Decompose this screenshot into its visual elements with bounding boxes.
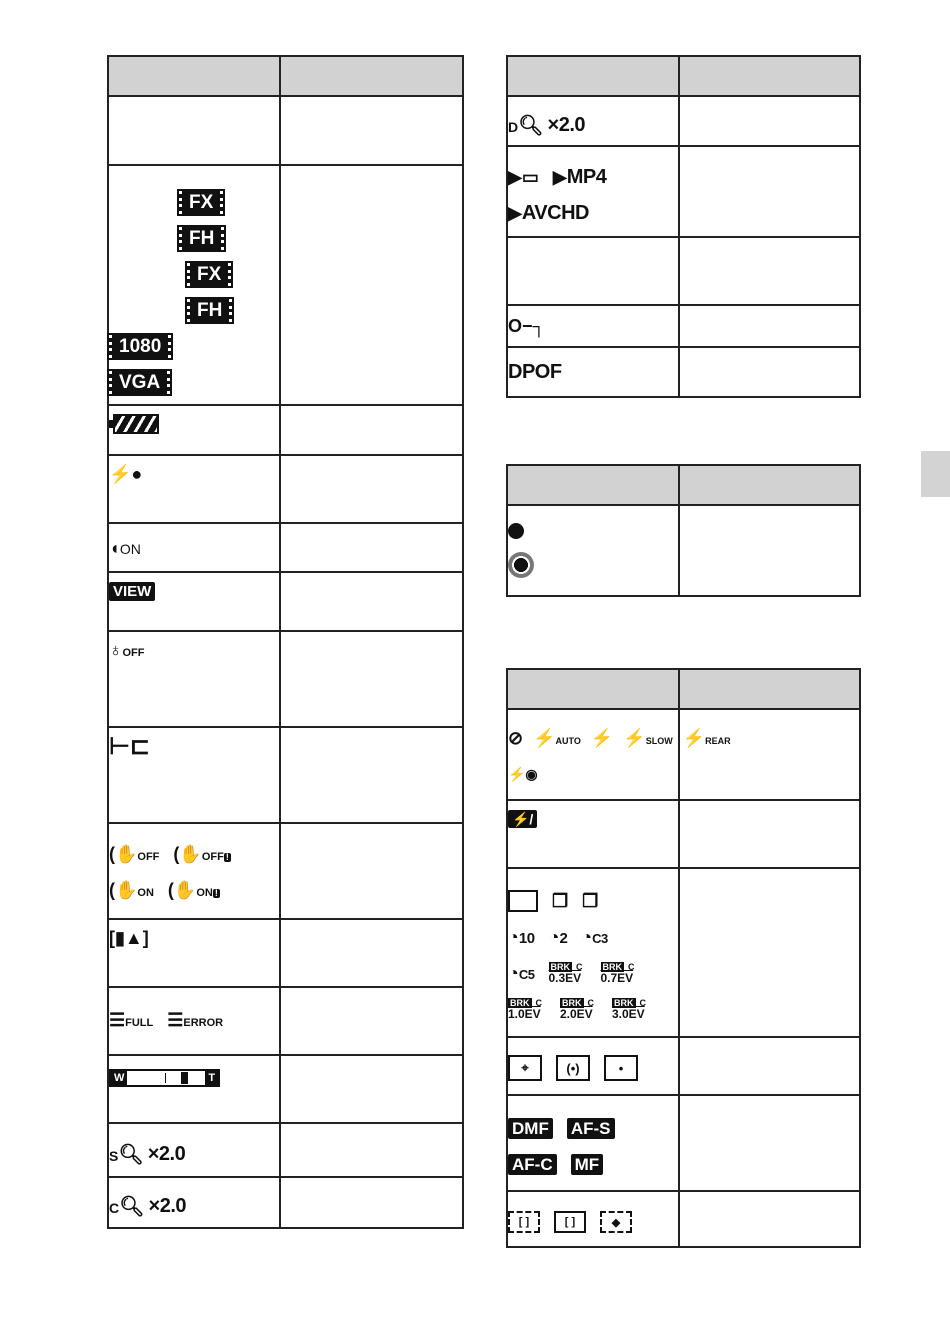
icon-cell <box>108 523 280 572</box>
description-cell <box>679 1191 860 1247</box>
description-cell <box>280 919 463 987</box>
icon-cell <box>108 405 280 455</box>
af-s-icon: AF-S <box>567 1118 615 1139</box>
description-cell <box>280 1177 463 1228</box>
overheat-warning-icon: [▮▲] <box>109 927 149 948</box>
single-shot-icon <box>508 890 538 912</box>
table-header-row <box>108 56 463 96</box>
bracket-3-0ev-icon: BRK C 3.0EV <box>612 997 646 1021</box>
icon-cell <box>507 237 679 305</box>
smart-zoom-icon: S🔍︎ <box>109 1143 144 1166</box>
table-row <box>507 237 860 305</box>
description-cell <box>280 823 463 919</box>
table-row <box>108 96 463 165</box>
icon-cell <box>507 1191 679 1247</box>
header-cell <box>507 56 679 96</box>
header-cell <box>280 56 463 96</box>
play-still-icon: ▶▭ <box>508 166 539 187</box>
spot-metering-icon: • <box>604 1055 638 1081</box>
description-cell <box>679 709 860 800</box>
table-row <box>108 727 463 823</box>
movie-1080-icon: 1080 <box>109 335 171 358</box>
movie-fh-icon: FH <box>187 299 232 322</box>
description-cell <box>679 800 860 868</box>
description-cell <box>280 631 463 727</box>
self-timer-c5-icon: ◔C5 <box>508 962 535 983</box>
table-row <box>507 1191 860 1247</box>
flash-slow-icon: ⚡SLOW <box>623 727 673 748</box>
table-row <box>108 455 463 523</box>
description-cell <box>280 405 463 455</box>
icon-cell <box>108 96 280 165</box>
description-cell <box>679 146 860 237</box>
description-cell <box>679 96 860 146</box>
table-row <box>507 347 860 397</box>
icon-cell <box>108 165 280 405</box>
description-cell <box>280 96 463 165</box>
view-icon: VIEW <box>109 582 155 601</box>
dpof-icon: DPOF <box>508 360 562 383</box>
continuous-shot-icon: ❐ <box>552 890 569 911</box>
af-illuminator-icon: ◖ON <box>109 537 141 558</box>
section-tab-marker <box>921 451 950 497</box>
header-cell <box>679 669 860 709</box>
protect-icon: O−┐ <box>508 315 546 336</box>
icon-cell <box>108 727 280 823</box>
af-c-icon: AF-C <box>508 1154 557 1175</box>
recording-dot-icon <box>508 523 524 539</box>
movie-fx-icon: FX <box>179 191 223 214</box>
bracket-0-3ev-icon: BRK C 0.3EV <box>548 961 583 985</box>
description-cell <box>679 347 860 397</box>
clear-image-zoom-icon: C🔍︎ <box>109 1195 145 1218</box>
table-header-row <box>507 56 860 96</box>
movie-fh-icon: FH <box>179 227 224 250</box>
table-row <box>108 405 463 455</box>
indicator-table-left <box>107 55 464 1229</box>
battery-icon <box>109 414 159 434</box>
digital-zoom-icon: D🔍︎ <box>508 114 544 137</box>
wide-focus-area-icon: [ ] <box>508 1211 540 1233</box>
icon-cell <box>108 455 280 523</box>
description-cell <box>280 523 463 572</box>
icon-cell <box>507 305 679 347</box>
description-cell <box>679 305 860 347</box>
play-mp4-icon: ▶MP4 <box>552 165 607 188</box>
zoom-bar-icon: W T <box>109 1069 220 1087</box>
bracket-0-7ev-icon: BRK C 0.7EV <box>600 961 635 985</box>
flash-charging-icon: ⚡● <box>109 463 143 484</box>
bracket-1-0ev-icon: BRK C 1.0EV <box>508 997 542 1021</box>
table-row <box>108 1055 463 1123</box>
description-cell <box>679 237 860 305</box>
table-row <box>108 572 463 631</box>
description-cell <box>280 572 463 631</box>
table-row <box>507 96 860 146</box>
header-cell <box>679 465 860 505</box>
icon-cell <box>507 1095 679 1191</box>
icon-cell <box>507 800 679 868</box>
database-error-icon: ☰ERROR <box>167 1009 224 1030</box>
wind-noise-icon: ⊢⊏ <box>109 732 151 760</box>
description-cell <box>679 868 860 1037</box>
movie-fx-icon: FX <box>187 263 231 286</box>
table-header-row <box>507 669 860 709</box>
icon-cell <box>108 1055 280 1123</box>
description-cell <box>679 1037 860 1095</box>
icon-cell <box>108 1123 280 1177</box>
table-row <box>507 868 860 1037</box>
indicator-table-right-bottom <box>506 668 861 1248</box>
table-row <box>507 305 860 347</box>
zoom-value: ×2.0 <box>147 1142 186 1165</box>
zoom-value: ×2.0 <box>148 1194 186 1217</box>
red-eye-icon: ⚡◉ <box>508 765 538 782</box>
dmf-icon: DMF <box>508 1118 553 1139</box>
table-header-row <box>507 465 860 505</box>
icon-cell <box>507 505 679 596</box>
icon-cell <box>507 709 731 800</box>
description-cell <box>280 1055 463 1123</box>
self-timer-2-icon: ◔2 <box>548 926 568 947</box>
mf-icon: MF <box>571 1154 604 1175</box>
recording-standby-icon <box>508 552 534 578</box>
bracket-2-0ev-icon: BRK C 2.0EV <box>560 997 594 1021</box>
icon-cell <box>108 987 280 1055</box>
description-cell <box>280 165 463 405</box>
flash-compensation-icon: ⚡/ <box>508 810 537 828</box>
description-cell <box>280 1123 463 1177</box>
table-row <box>108 165 463 405</box>
header-cell <box>507 669 679 709</box>
flexible-spot-icon: ◆ <box>600 1211 632 1233</box>
flash-off-icon: ⊘ <box>508 727 524 748</box>
indicator-table-right-top <box>506 55 861 398</box>
table-row <box>108 823 463 919</box>
steadyshot-off-warning-icon: (✋OFF ! <box>173 843 229 864</box>
self-timer-c3-icon: ◔C3 <box>581 926 608 947</box>
movie-vga-icon: VGA <box>109 371 170 394</box>
flash-on-icon: ⚡ <box>590 727 614 748</box>
steadyshot-on-warning-icon: (✋ON ! <box>167 879 218 900</box>
table-row <box>108 919 463 987</box>
flash-auto-icon: ⚡AUTO <box>533 727 581 748</box>
icon-cell <box>507 868 679 1037</box>
center-focus-area-icon: [ ] <box>554 1211 586 1233</box>
zoom-value: ×2.0 <box>547 113 585 136</box>
icon-cell <box>108 572 280 631</box>
table-row <box>108 631 463 727</box>
icon-cell <box>108 823 280 919</box>
icon-cell <box>108 1177 280 1228</box>
center-weighted-metering-icon: (•) <box>556 1055 590 1081</box>
header-cell <box>108 56 280 96</box>
self-timer-10-icon: ◔10 <box>508 926 535 947</box>
flash-rear-icon: ⚡REAR <box>682 727 731 748</box>
multi-segment-metering-icon: ⌖ <box>508 1055 542 1081</box>
description-cell <box>679 505 860 596</box>
table-row <box>108 987 463 1055</box>
table-row <box>507 146 860 237</box>
table-row <box>507 800 860 868</box>
icon-cell <box>507 146 679 237</box>
speed-priority-continuous-icon: ❐ <box>582 890 599 911</box>
icon-cell <box>108 919 280 987</box>
description-cell <box>679 1095 860 1191</box>
icon-cell <box>108 631 280 727</box>
table-row <box>108 1177 463 1228</box>
header-cell <box>679 56 860 96</box>
steadyshot-off-icon: (✋OFF <box>109 843 160 864</box>
icon-cell <box>507 1037 679 1095</box>
table-row <box>507 505 860 596</box>
table-row <box>108 1123 463 1177</box>
database-full-icon: ☰FULL <box>109 1009 154 1030</box>
icon-cell <box>507 96 679 146</box>
description-cell <box>280 987 463 1055</box>
table-row <box>108 523 463 572</box>
indicator-table-right-middle <box>506 464 861 597</box>
table-row <box>507 1037 860 1095</box>
mic-off-icon: ♁OFF <box>109 639 145 660</box>
header-cell <box>507 465 679 505</box>
play-avchd-icon: ▶AVCHD <box>508 201 589 224</box>
description-cell <box>280 455 463 523</box>
description-cell <box>280 727 463 823</box>
icon-cell <box>507 347 679 397</box>
table-row <box>507 1095 860 1191</box>
steadyshot-on-icon: (✋ON <box>109 879 154 900</box>
table-row <box>507 709 860 800</box>
